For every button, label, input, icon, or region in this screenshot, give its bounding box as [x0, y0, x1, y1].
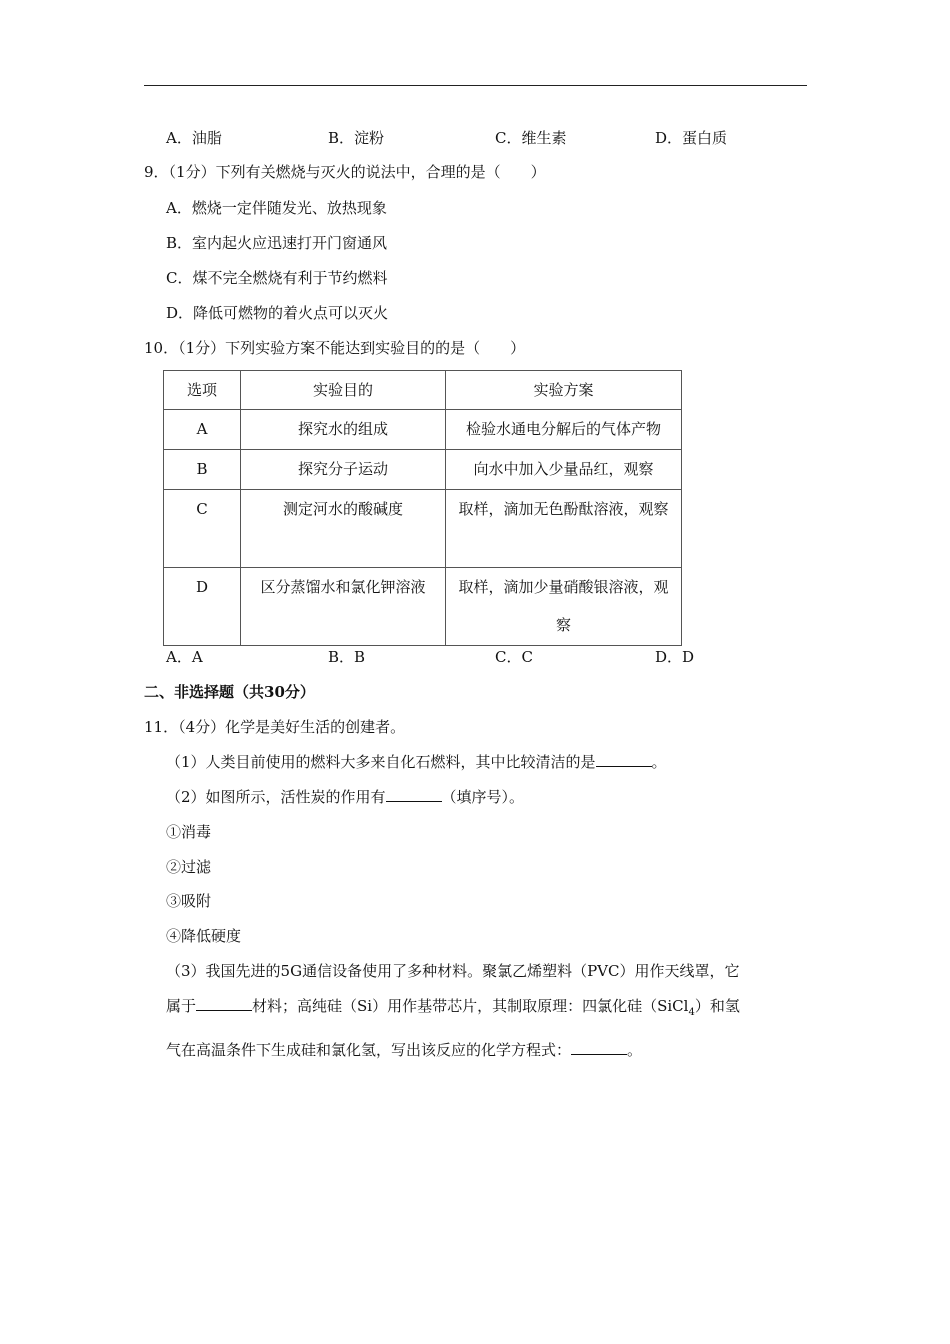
table-row — [164, 410, 682, 450]
q8-option-a: A．油脂 — [166, 129, 222, 147]
q11-part3-text: 属于 — [166, 997, 197, 1015]
q11-part3-end: 。 — [627, 1041, 643, 1059]
q9-option-d: D．降低可燃物的着火点可以灭火 — [166, 304, 389, 322]
q9-stem: 9．（1分）下列有关燃烧与灭火的说法中，合理的是（ ） — [144, 163, 546, 181]
table-row — [164, 568, 682, 646]
q10-option-b: B．B — [328, 648, 366, 666]
q11-part3-text: 材料；高纯硅（Si）用作基带芯片，其制取原理：四氯化硅（SiCl — [252, 997, 689, 1015]
q10-option-a: A．A — [166, 648, 203, 666]
q9-option-a: A．燃烧一定伴随发光、放热现象 — [166, 199, 387, 217]
q9-option-b: B．室内起火应迅速打开门窗通风 — [166, 234, 388, 252]
answer-blank[interactable] — [571, 1040, 627, 1055]
table-cell-goal: 探究水的组成 — [241, 410, 446, 450]
section-title: 二、非选择题（共30分） — [144, 683, 315, 701]
q11-choice-4: ④降低硬度 — [166, 927, 242, 945]
q11-part1-text: （1）人类目前使用的燃料大多来自化石燃料，其中比较清洁的是 — [166, 753, 596, 771]
header-rule — [144, 85, 807, 86]
plan-text: 取样，滴加无色酚酞溶液，观察 — [458, 500, 669, 518]
q11-choice-2: ②过滤 — [166, 858, 212, 876]
q10-stem: 10．（1分）下列实验方案不能达到实验目的的是（ ） — [144, 339, 526, 357]
q11-part3-line1: （3）我国先进的5G通信设备使用了多种材料。聚氯乙烯塑料（PVC）用作天线罩，它 — [166, 962, 740, 980]
q9-option-c: C．煤不完全燃烧有利于节约燃料 — [166, 269, 388, 287]
q11-choice-3: ③吸附 — [166, 892, 212, 910]
answer-blank[interactable] — [386, 787, 442, 802]
table-cell-plan: 检验水通电分解后的气体产物 — [446, 410, 682, 450]
q11-part3-text: 气在高温条件下生成硅和氯化氢，写出该反应的化学方程式： — [166, 1041, 572, 1059]
table-cell-plan — [446, 568, 682, 646]
q11-part3-line2 — [166, 996, 740, 1023]
table-row — [164, 490, 682, 568]
q8-option-d: D．蛋白质 — [655, 129, 728, 147]
q11-part1-end: 。 — [651, 753, 667, 771]
table-cell-plan: 向水中加入少量品红，观察 — [446, 450, 682, 490]
q11-choice-1: ①消毒 — [166, 823, 212, 841]
q11-part3-line3 — [166, 1040, 642, 1060]
q11-part1 — [166, 752, 667, 772]
q11-part2-text: （2）如图所示，活性炭的作用有 — [166, 788, 386, 806]
table-cell-option: B — [164, 450, 241, 490]
table-cell-goal: 区分蒸馏水和氯化钾溶液 — [241, 568, 446, 646]
answer-blank[interactable] — [596, 752, 652, 767]
table-header: 实验方案 — [446, 371, 682, 410]
q11-part3-text: ）和氢 — [694, 997, 740, 1015]
q11-stem: 11．（4分）化学是美好生活的创建者。 — [144, 718, 406, 736]
table-cell-option: D — [164, 568, 241, 646]
subscript: 4 — [688, 1007, 695, 1018]
q11-part2 — [166, 787, 524, 807]
table-cell-option: A — [164, 410, 241, 450]
q8-option-c: C．维生素 — [495, 129, 567, 147]
table-cell-goal: 测定河水的酸碱度 — [241, 490, 446, 568]
table-header-row — [164, 371, 682, 410]
answer-blank[interactable] — [196, 996, 252, 1011]
experiment-table — [163, 370, 682, 646]
plan-text: 取样，滴加少量硝酸银溶液，观察 — [458, 578, 669, 634]
table-cell-goal: 探究分子运动 — [241, 450, 446, 490]
q10-option-d: D．D — [655, 648, 695, 666]
q11-part2-end: （填序号）。 — [441, 788, 525, 806]
table-header: 选项 — [164, 371, 241, 410]
table-row — [164, 450, 682, 490]
q10-option-c: C．C — [495, 648, 533, 666]
table-cell-option: C — [164, 490, 241, 568]
table-header: 实验目的 — [241, 371, 446, 410]
q8-option-b: B．淀粉 — [328, 129, 385, 147]
table-cell-plan — [446, 490, 682, 568]
